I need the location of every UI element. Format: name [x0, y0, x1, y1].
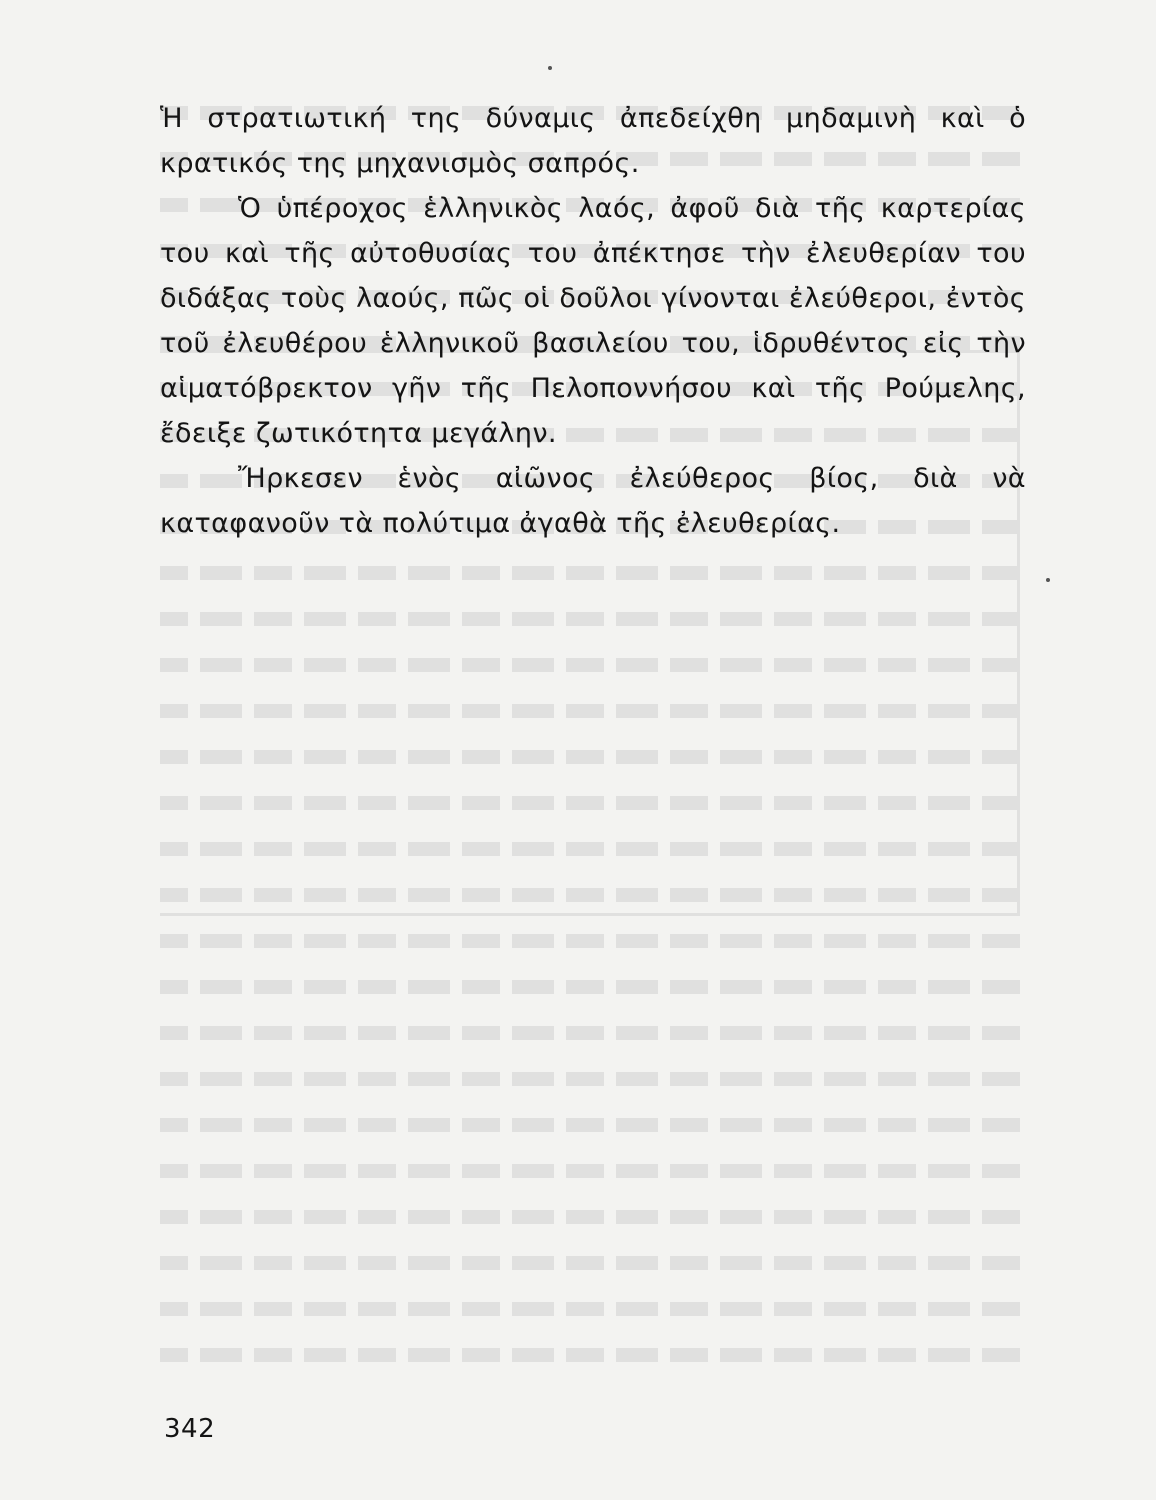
paragraph: Ἤρκεσεν ἑνὸς αἰῶνος ἐλεύθερος βίος, διὰ νὰ καταφανοῦν τὰ πολύτιμα ἀγαθὰ τῆς ἐλευθερίας.	[160, 463, 1026, 539]
scan-speck	[1046, 578, 1050, 582]
body-text	[160, 96, 1026, 546]
paragraph: Ἡ στρατιωτική της δύναμις ἀπεδείχθη μηδαμινὴ καὶ ὁ κρατικός της μηχανισμὸς σαπρός.	[160, 103, 1026, 179]
page-number: 342	[164, 1414, 216, 1444]
scan-speck	[548, 66, 552, 70]
paragraph: Ὁ ὑπέροχος ἑλληνικὸς λαός, ἀφοῦ διὰ τῆς καρτερίας του καὶ τῆς αὐτοθυσίας του ἀπέκτησε τὴν ἐλευθερίαν του διδάξας τοὺς λαούς, πῶς οἱ δοῦλοι γίνονται ἐλεύθεροι, ἐντὸς τοῦ ἐλευθέρου ἑλληνικοῦ βασιλείου του, ἱδρυθέντος εἰς τὴν αἱματόβρεκτον γῆν τῆς Πελοποννήσου καὶ τῆς Ρούμελης, ἔδειξε ζωτικότητα μεγάλην.	[160, 193, 1026, 449]
